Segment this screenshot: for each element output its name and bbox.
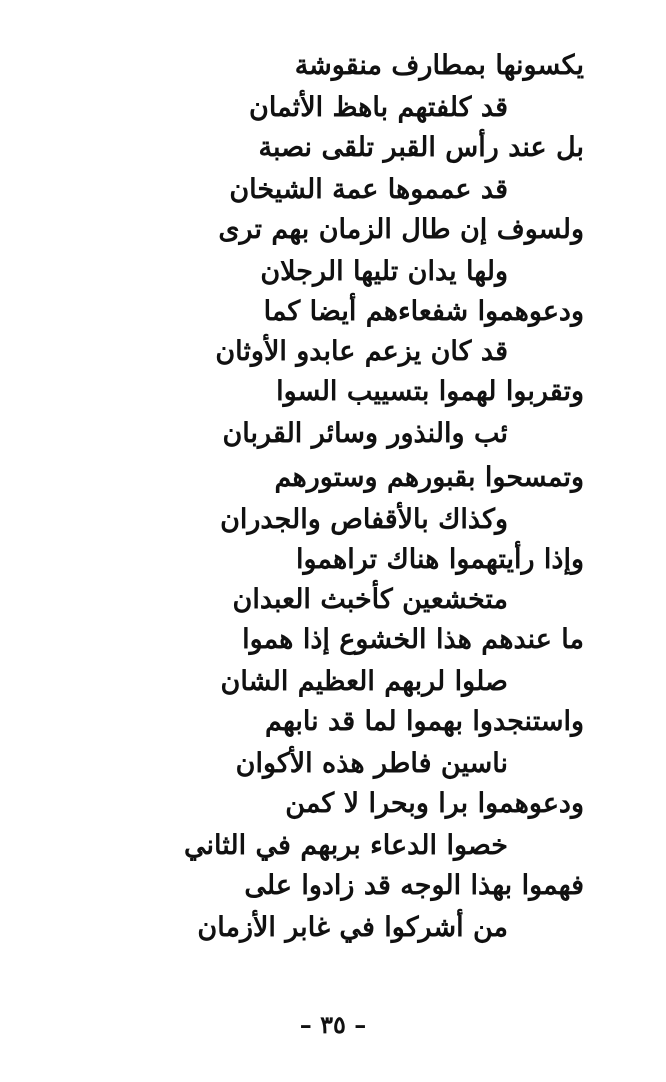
verse-line-7-second-hemistich: متخشعين كأخبث العبدان (232, 584, 508, 615)
verse-line-10-first-hemistich: ودعوهموا برا وبحرا لا كمن (285, 788, 584, 819)
verse-line-5-first-hemistich: وتقربوا لهموا بتسييب السوا (276, 376, 584, 407)
verse-line-4-first-hemistich: ودعوهموا شفعاءهم أيضا كما (263, 296, 584, 327)
verse-line-9-first-hemistich: واستنجدوا بهموا لما قد نابهم (264, 706, 584, 737)
verse-line-6-second-hemistich: وكذاك بالأقفاص والجدران (220, 504, 508, 535)
verse-line-6-first-hemistich: وتمسحوا بقبورهم وستورهم (274, 462, 584, 493)
verse-line-4-second-hemistich: قد كان يزعم عابدو الأوثان (215, 336, 508, 367)
verse-line-9-second-hemistich: ناسين فاطر هذه الأكوان (235, 748, 508, 779)
verse-line-1-second-hemistich: قد كلفتهم باهظ الأثمان (249, 92, 508, 123)
verse-line-8-first-hemistich: ما عندهم هذا الخشوع إذا هموا (242, 624, 584, 655)
verse-line-1-first-hemistich: يكسونها بمطارف منقوشة (294, 50, 584, 81)
verse-line-7-first-hemistich: وإذا رأيتهموا هناك تراهموا (295, 544, 584, 575)
verse-line-8-second-hemistich: صلوا لربهم العظيم الشان (220, 666, 508, 697)
verse-line-5-second-hemistich: ئب والنذور وسائر القربان (222, 418, 508, 449)
verse-line-10-second-hemistich: خصوا الدعاء بربهم في الثاني (184, 830, 508, 861)
verse-line-11-second-hemistich: من أشركوا في غابر الأزمان (197, 912, 508, 943)
verse-line-11-first-hemistich: فهموا بهذا الوجه قد زادوا على (244, 870, 584, 901)
verse-line-3-second-hemistich: ولها يدان تليها الرجلان (260, 256, 508, 287)
verse-line-3-first-hemistich: ولسوف إن طال الزمان بهم ترى (218, 214, 584, 245)
page-number: – ٣٥ – (299, 1010, 367, 1039)
verse-line-2-first-hemistich: بل عند رأس القبر تلقى نصبة (258, 132, 584, 163)
verse-line-2-second-hemistich: قد عمموها عمة الشيخان (229, 174, 508, 205)
